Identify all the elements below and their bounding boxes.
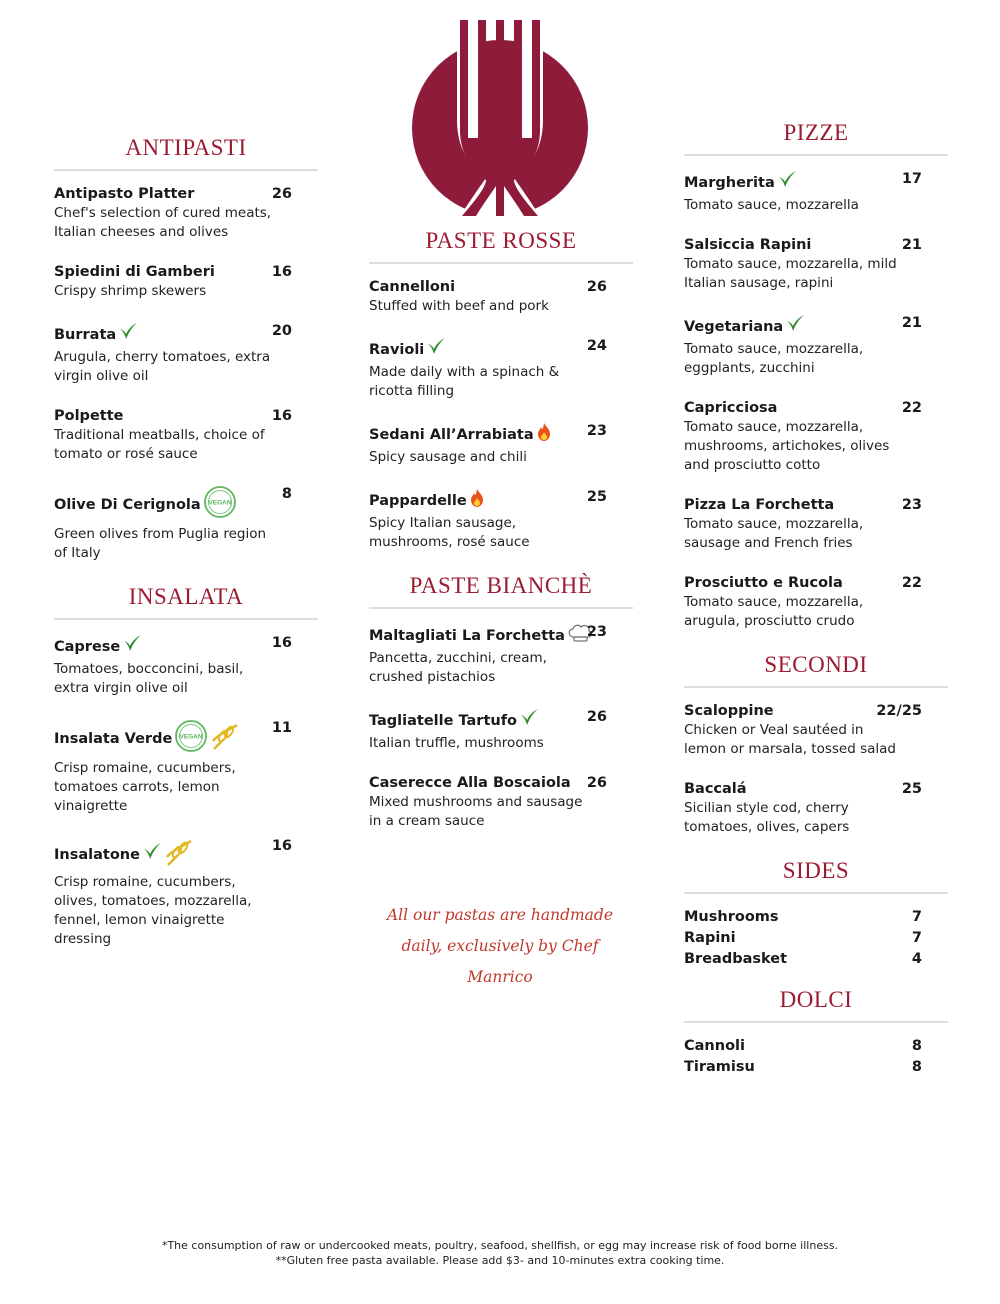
- sides-section: [684, 858, 948, 969]
- item-name-text: Scaloppine: [684, 703, 774, 719]
- item-name: [684, 1037, 908, 1056]
- item-name: [369, 488, 593, 514]
- item-price: 4: [911, 951, 922, 967]
- item-name-text: Insalata Verde: [54, 730, 173, 747]
- item-price: 21: [901, 315, 922, 331]
- item-description: Made daily with a spinach & ricotta filling: [369, 364, 560, 399]
- item-name-text: Antipasto Platter: [54, 186, 195, 202]
- menu-item: [684, 780, 948, 837]
- item-name: [369, 278, 593, 297]
- item-name: [369, 337, 593, 363]
- item-name-text: Vegetariana: [684, 318, 784, 335]
- item-price: 17: [901, 171, 922, 187]
- item-name: [684, 236, 908, 255]
- item-price: 24: [586, 338, 607, 354]
- menu-item: [369, 623, 633, 687]
- secondi-section: [684, 652, 948, 837]
- item-name-text: Cannoli: [684, 1038, 745, 1054]
- pizze-title: PIZZE: [684, 120, 948, 156]
- item-name: [54, 485, 278, 525]
- item-name-text: Polpette: [54, 408, 124, 424]
- item-price: 16: [271, 635, 292, 651]
- item-price: 26: [586, 775, 607, 791]
- insalata-items: [54, 634, 318, 949]
- item-price: 16: [271, 408, 292, 424]
- item-name: [684, 1058, 908, 1077]
- item-name-text: Spiedini di Gamberi: [54, 264, 215, 280]
- veg-icon: [426, 337, 446, 363]
- dolci-items: [684, 1037, 948, 1077]
- item-name-text: Olive Di Cerignola: [54, 496, 201, 513]
- item-price: 21: [901, 237, 922, 253]
- item-name-text: Maltagliati La Forchetta: [369, 627, 565, 644]
- col-right: [684, 120, 948, 1079]
- fire-icon: [469, 488, 485, 514]
- item-name: [684, 314, 908, 340]
- menu-item: [684, 399, 948, 475]
- gluten-free-icon: [210, 721, 240, 757]
- item-description: Tomato sauce, mozzarella, arugula, prosciutto crudo: [684, 594, 864, 629]
- item-price: 25: [586, 489, 607, 505]
- item-description: Spicy Italian sausage, mushrooms, rosé sauce: [369, 515, 530, 550]
- menu-item: [369, 278, 633, 316]
- item-name-text: Sedani All’Arrabiata: [369, 426, 534, 443]
- item-name: [684, 574, 908, 593]
- item-name-text: Ravioli: [369, 341, 425, 358]
- dolci-title: DOLCI: [684, 987, 948, 1023]
- col-left: [54, 135, 318, 970]
- item-name-text: Caprese: [54, 638, 121, 655]
- item-description: Tomato sauce, mozzarella, mild Italian sausage, rapini: [684, 256, 897, 291]
- menu-item: [54, 634, 318, 698]
- paste-rosse-section: [369, 228, 633, 552]
- item-price: 26: [271, 186, 292, 202]
- menu-item: [684, 314, 948, 378]
- secondi-items: [684, 702, 948, 837]
- paste-rosse-title: PASTE ROSSE: [369, 228, 633, 264]
- svg-text:VEGAN: VEGAN: [208, 499, 232, 507]
- item-price: 25: [901, 781, 922, 797]
- paste-rosse-items: [369, 278, 633, 552]
- item-name-text: Capricciosa: [684, 400, 778, 416]
- item-description: Crispy shrimp skewers: [54, 283, 207, 299]
- item-description: Chef's selection of cured meats, Italian cheeses and olives: [54, 205, 272, 240]
- item-name: [54, 719, 278, 759]
- item-price: 23: [901, 497, 922, 513]
- sides-title: SIDES: [684, 858, 948, 894]
- item-name-text: Baccalá: [684, 781, 747, 797]
- item-name: [54, 634, 278, 660]
- menu-item: [54, 407, 318, 464]
- secondi-title: SECONDI: [684, 652, 948, 688]
- note-line-1: All our pastas are handmade: [386, 906, 614, 924]
- menu-item: [684, 950, 948, 969]
- item-name: [54, 322, 278, 348]
- veg-icon: [142, 842, 162, 868]
- menu-item: [369, 774, 633, 831]
- item-description: Crisp romaine, cucumbers, tomatoes carrots, lemon vinaigrette: [54, 760, 236, 814]
- col-center: [369, 228, 633, 852]
- svg-text:VEGAN: VEGAN: [179, 733, 203, 741]
- footer-line-2: **Gluten free pasta available. Please add $3- and 10-minutes extra cooking time.: [275, 1254, 725, 1267]
- item-name-text: Prosciutto e Rucola: [684, 575, 843, 591]
- item-name: [54, 837, 278, 873]
- item-description: Pancetta, zucchini, cream, crushed pistachios: [369, 650, 547, 685]
- item-description: Green olives from Puglia region of Italy: [54, 526, 267, 561]
- menu-item: [684, 170, 948, 215]
- gluten-free-icon: [164, 837, 194, 873]
- item-price: 8: [911, 1038, 922, 1054]
- item-description: Tomato sauce, mozzarella: [684, 197, 859, 213]
- item-description: Tomato sauce, mozzarella, mushrooms, artichokes, olives and prosciutto cotto: [684, 419, 890, 473]
- item-name: [684, 908, 908, 927]
- footer-line-1: *The consumption of raw or undercooked meats, poultry, seafood, shellfish, or egg may increase risk of food borne illness.: [161, 1239, 839, 1252]
- paste-bianche-section: [369, 573, 633, 831]
- sides-items: [684, 908, 948, 969]
- item-description: Tomatoes, bocconcini, basil, extra virgin olive oil: [54, 661, 244, 696]
- item-description: Chicken or Veal sautéed in lemon or marsala, tossed salad: [684, 722, 896, 757]
- menu-item: [54, 322, 318, 386]
- item-name-text: Breadbasket: [684, 951, 788, 967]
- insalata-title: INSALATA: [54, 584, 318, 620]
- item-name-text: Margherita: [684, 174, 775, 191]
- menu-item: [684, 929, 948, 948]
- item-price: 7: [911, 930, 922, 946]
- item-price: 22: [901, 400, 922, 416]
- item-name-text: Tiramisu: [684, 1059, 755, 1075]
- item-price: 8: [911, 1059, 922, 1075]
- item-name: [369, 422, 593, 448]
- menu-item: [684, 236, 948, 293]
- menu-item: [684, 496, 948, 553]
- item-description: Mixed mushrooms and sausage in a cream sauce: [369, 794, 583, 829]
- item-price: 8: [281, 486, 292, 502]
- veg-icon: [785, 314, 805, 340]
- item-name: [54, 185, 278, 204]
- menu-item: [369, 337, 633, 401]
- item-name: [684, 170, 908, 196]
- item-name: [684, 496, 908, 515]
- item-name: [369, 774, 593, 793]
- menu-item: [684, 574, 948, 631]
- item-name-text: Salsiccia Rapini: [684, 237, 812, 253]
- item-name-text: Tagliatelle Tartufo: [369, 712, 517, 729]
- item-description: Arugula, cherry tomatoes, extra virgin olive oil: [54, 349, 271, 384]
- menu-item: [54, 719, 318, 816]
- item-name: [684, 929, 908, 948]
- item-description: Traditional meatballs, choice of tomato or rosé sauce: [54, 427, 265, 462]
- item-price: 22/25: [876, 703, 922, 719]
- note-line-2: daily, exclusively by Chef Manrico: [401, 937, 599, 986]
- item-name-text: Mushrooms: [684, 909, 779, 925]
- item-name: [684, 399, 908, 418]
- item-price: 26: [586, 709, 607, 725]
- item-name-text: Pizza La Forchetta: [684, 497, 835, 513]
- item-price: 16: [271, 838, 292, 854]
- menu-item: [369, 422, 633, 467]
- item-description: Italian truffle, mushrooms: [369, 735, 544, 751]
- item-name-text: Burrata: [54, 326, 117, 343]
- menu-item: [54, 485, 318, 563]
- menu-item: [54, 263, 318, 301]
- veg-icon: [118, 322, 138, 348]
- menu-item: [684, 1037, 948, 1056]
- antipasti-section: [54, 135, 318, 563]
- vegan-icon: [174, 719, 208, 759]
- item-name: [369, 623, 593, 649]
- item-price: 11: [271, 720, 292, 736]
- paste-bianche-title: PASTE BIANCHÈ: [369, 573, 633, 609]
- item-price: 23: [586, 423, 607, 439]
- item-price: 7: [911, 909, 922, 925]
- item-price: 26: [586, 279, 607, 295]
- paste-bianche-items: [369, 623, 633, 831]
- item-description: Sicilian style cod, cherry tomatoes, olives, capers: [684, 800, 850, 835]
- pizze-section: [684, 120, 948, 631]
- pizze-items: [684, 170, 948, 631]
- item-name: [369, 708, 593, 734]
- item-price: 16: [271, 264, 292, 280]
- menu-item: [684, 702, 948, 759]
- veg-icon: [122, 634, 142, 660]
- antipasti-title: ANTIPASTI: [54, 135, 318, 171]
- antipasti-items: [54, 185, 318, 563]
- menu-item: [54, 185, 318, 242]
- item-name-text: Cannelloni: [369, 279, 456, 295]
- menu-item: [684, 908, 948, 927]
- handmade-note: [368, 900, 632, 993]
- item-description: Crisp romaine, cucumbers, olives, tomatoes, mozzarella, fennel, lemon vinaigrette dressing: [54, 874, 252, 947]
- veg-icon: [777, 170, 797, 196]
- item-name-text: Caserecce Alla Boscaiola: [369, 775, 571, 791]
- insalata-section: [54, 584, 318, 949]
- item-description: Tomato sauce, mozzarella, eggplants, zucchini: [684, 341, 864, 376]
- dolci-section: [684, 987, 948, 1077]
- item-name: [684, 702, 908, 721]
- item-price: 22: [901, 575, 922, 591]
- item-name: [684, 780, 908, 799]
- item-name: [54, 407, 278, 426]
- item-description: Tomato sauce, mozzarella, sausage and French fries: [684, 516, 864, 551]
- item-name-text: Insalatone: [54, 846, 140, 863]
- menu-item: [54, 837, 318, 949]
- item-name: [54, 263, 278, 282]
- menu-item: [369, 488, 633, 552]
- item-name-text: Rapini: [684, 930, 736, 946]
- item-name: [684, 950, 908, 969]
- item-description: Spicy sausage and chili: [369, 449, 527, 465]
- vegan-icon: [203, 485, 237, 525]
- item-description: Stuffed with beef and pork: [369, 298, 549, 314]
- fork-logo: [412, 20, 588, 216]
- item-price: 23: [586, 624, 607, 640]
- item-price: 20: [271, 323, 292, 339]
- menu-item: [369, 708, 633, 753]
- item-name-text: Pappardelle: [369, 492, 467, 509]
- veg-icon: [519, 708, 539, 734]
- fire-icon: [536, 422, 552, 448]
- menu-item: [684, 1058, 948, 1077]
- footer: [0, 1238, 1000, 1268]
